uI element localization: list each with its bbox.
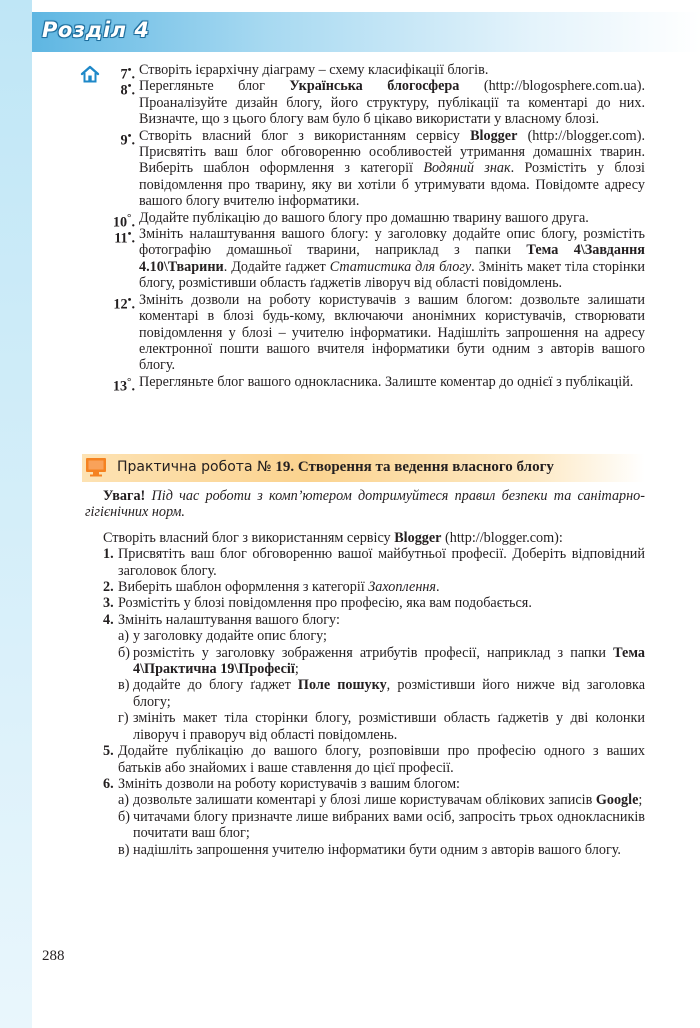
substep-letter: а) <box>118 628 130 645</box>
exercise-number: 13°. <box>112 375 135 395</box>
exercise-item <box>85 128 645 210</box>
exercise-text: Змініть дозволи на роботу користувачів з вашим блогом: дозвольте залишати коментарі в блозі будь-кому, включаючи анонімних користувачів, створювати повідомлення у блозі – учителю інформатики. Надішліть запрошення на адресу електронної пошти вашого вчителя інформатики бути одним з авторів вашого блогу. <box>139 291 645 374</box>
substep-text: дозвольте залишати коментарі у блозі лише користувачам облікових записів Google; <box>133 792 643 809</box>
step-text: Додайте публікацію до вашого блогу, розповівши про професію одного з ваших батьків або знайомих і ваше ставлення до цієї професії. <box>118 743 645 776</box>
exercise-list <box>85 62 646 395</box>
practical-title <box>117 459 554 476</box>
practical-step <box>85 595 645 611</box>
practical-step <box>85 546 645 579</box>
step-number: 4. <box>103 611 114 628</box>
left-margin-bar <box>0 0 32 1028</box>
exercise-item <box>85 209 645 231</box>
exercise-item <box>85 62 645 83</box>
substep-text: змініть макет тіла сторінки блогу, розмістивши область ґаджетів у дві колонки ліворуч і праворуч від області повідомлень. <box>133 710 645 743</box>
exercise-item <box>85 78 645 127</box>
page-number: 288 <box>42 948 65 964</box>
practical-steps <box>85 546 645 858</box>
substep-letter: а) <box>118 792 130 809</box>
practical-substep <box>85 628 645 644</box>
exercise-number: 11•. <box>114 228 135 247</box>
step-number: 1. <box>103 546 114 563</box>
exercise-number: 7•. <box>120 64 135 83</box>
exercise-item <box>85 292 645 374</box>
practical-substep <box>85 710 645 743</box>
computer-monitor-icon <box>85 457 107 477</box>
safety-warning <box>85 488 645 521</box>
step-number: 6. <box>103 775 114 792</box>
exercise-text: Перегляньте блог Українська блогосфера (http://blogosphere.com.ua). Проаналізуйте дизайн блогу, його структуру, публікації та коментарі до них. Визначте, що з цього блогу вам було б цікаво використати у власному блозі. <box>139 78 645 128</box>
practical-intro: Створіть власний блог з використанням сервісу Blogger (http://blogger.com): <box>103 529 563 546</box>
substep-letter: б) <box>118 644 130 661</box>
exercise-item <box>85 226 645 292</box>
practical-substep <box>85 842 645 858</box>
step-text: Розмістіть у блозі повідомлення про професію, яка вам подобається. <box>118 595 532 612</box>
substep-letter: в) <box>118 677 130 694</box>
exercise-text: Створіть власний блог з використанням сервісу Blogger (http://blogger.com). Присвятіть ваш блог обговоренню особливостей утримання домашніх тварин. Виберіть шаблон оформлення з категорії Водяний знак. Розмістіть у блозі повідомлення про тварину, яку ви хотіли б утримувати вдома. Повідомте адресу вашого блогу вчителю інформатики. <box>139 127 646 210</box>
practical-step <box>85 579 645 595</box>
practical-heading: 19. Створення та ведення власного блогу <box>275 459 554 475</box>
practical-label: Практична робота № <box>117 459 272 475</box>
exercise-text: Перегляньте блог вашого однокласника. Залиште коментар до однієї з публікацій. <box>139 373 634 390</box>
exercise-number: 10°. <box>112 211 135 231</box>
substep-text: читачами блогу призначте лише вибраних вами осіб, запросіть трьох однокласників почитати ваш блог; <box>133 808 645 842</box>
practical-content <box>85 488 645 858</box>
substep-text: у заголовку додайте опис блогу; <box>133 628 328 645</box>
warning-text: Під час роботи з комп’ютером дотримуйтеся правил безпеки та санітарно-гігієнічних норм. <box>85 488 646 521</box>
substep-text: розмістіть у заголовку зображення атрибутів професії, наприклад з папки Тема 4\Практична 19\Професії; <box>133 644 645 678</box>
step-number: 5. <box>103 743 114 760</box>
exercise-text: Створіть ієрархічну діаграму – схему класифікації блогів. <box>139 62 489 78</box>
step-number: 3. <box>103 595 114 612</box>
practical-substep <box>85 645 645 678</box>
substep-letter: в) <box>118 841 130 858</box>
section-title: Розділ 4 <box>42 18 150 42</box>
substep-text: додайте до блогу ґаджет Поле пошуку, розмістивши його нижче від заголовка блогу; <box>133 677 645 710</box>
exercise-number: 8•. <box>120 80 135 100</box>
practical-step <box>85 743 645 776</box>
exercise-item <box>85 373 645 395</box>
substep-letter: б) <box>118 808 130 825</box>
practical-step <box>85 776 645 792</box>
exercise-number: 12•. <box>113 293 135 313</box>
step-text: Змініть дозволи на роботу користувачів з вашим блогом: <box>118 775 460 792</box>
step-text: Змініть налаштування вашого блогу: <box>118 611 340 628</box>
warning-label: Увага! <box>103 488 146 504</box>
exercise-number: 9•. <box>120 129 135 149</box>
step-number: 2. <box>103 579 114 596</box>
exercise-text: Додайте публікацію до вашого блогу про домашню тварину вашого друга. <box>139 209 589 226</box>
exercise-text: Змініть налаштування вашого блогу: у заголовку додайте опис блогу, розмістіть фотографію домашньої тварини, наприклад з папки Тема 4\Завдання 4.10\Тварини. Додайте ґаджет Статистика для блогу. Змініть макет тіла сторінки блогу, розмістивши область ґаджетів ліворуч від області повідомлень. <box>139 226 645 292</box>
substep-text: надішліть запрошення учителю інформатики бути одним з авторів вашого блогу. <box>133 841 621 858</box>
practical-substep <box>85 809 645 842</box>
substep-letter: г) <box>118 710 129 727</box>
step-text: Присвятіть ваш блог обговоренню вашої майбутньої професії. Доберіть відповідний заголовок блогу. <box>118 546 645 579</box>
practical-substep <box>85 677 645 710</box>
practical-step <box>85 612 645 628</box>
step-text: Виберіть шаблон оформлення з категорії Захоплення. <box>118 579 440 596</box>
practical-substep <box>85 792 645 808</box>
